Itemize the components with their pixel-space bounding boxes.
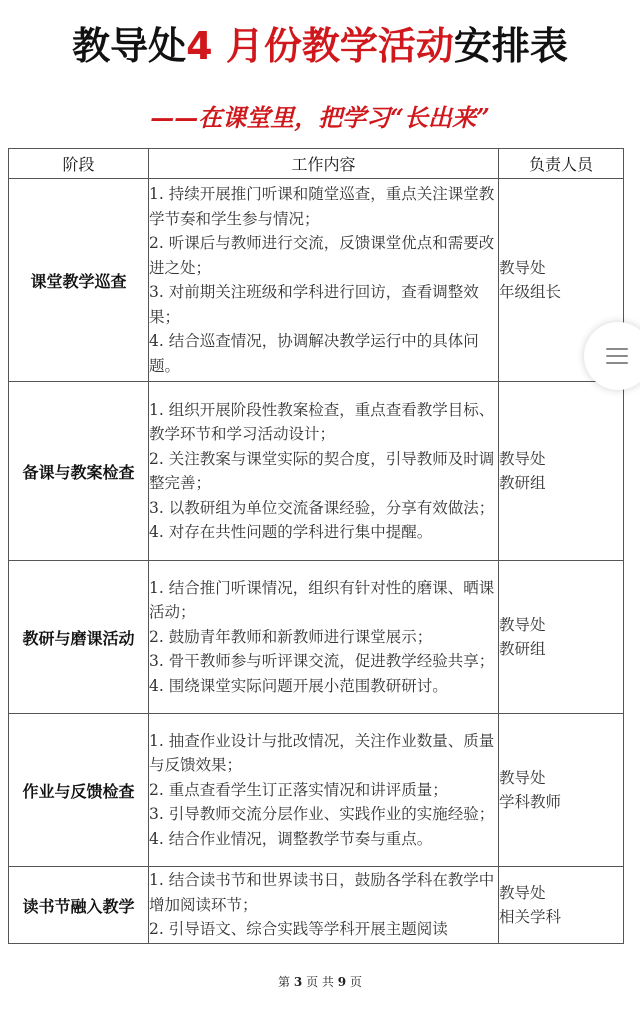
owner-line: 教导处 [499,616,546,634]
title-highlight: 4 月份教学活动 [186,24,454,68]
content-item: 4. 围绕课堂实际问题开展小范围教研研讨。 [149,676,448,695]
footer-mid: 页 共 [306,975,334,989]
owner-cell [499,561,624,714]
total-page-number: 9 [337,975,347,989]
stage-cell: 读书节融入教学 [9,867,149,944]
footer-suffix: 页 [349,975,362,989]
title-part1: 教导处 [72,24,187,68]
content-cell [149,867,499,944]
footer-prefix: 第 [278,975,291,989]
stage-cell: 备课与教案检查 [9,382,149,561]
content-item: 2. 关注教案与课堂实际的契合度，引导教师及时调整完善； [149,449,495,492]
content-item: 3. 以教研组为单位交流备课经验，分享有效做法； [149,498,495,517]
content-item: 2. 听课后与教师进行交流，反馈课堂优点和需要改进之处； [149,234,495,277]
content-item: 2. 重点查看学生订正落实情况和讲评质量； [149,780,448,799]
table-row [9,714,624,867]
owner-cell [499,867,624,944]
table-row [9,867,624,944]
content-item: 1. 结合读书节和世界读书日，鼓励各学科在教学中增加阅读环节； [149,871,495,914]
content-item: 2. 鼓励青年教师和新教师进行课堂展示； [149,627,433,646]
stage-cell: 作业与反馈检查 [9,714,149,867]
owner-line: 教导处 [499,259,546,277]
header-stage: 阶段 [9,149,149,179]
header-owner: 负责人员 [499,149,624,179]
content-item: 3. 骨干教师参与听评课交流，促进教学经验共享； [149,652,495,671]
owner-line: 相关学科 [499,908,562,926]
content-cell [149,382,499,561]
content-cell [149,714,499,867]
owner-line: 教研组 [499,640,546,658]
owner-line: 教导处 [499,450,546,468]
page-number-footer [0,974,640,990]
owner-line: 教导处 [499,884,546,902]
content-item: 1. 结合推门听课情况，组织有针对性的磨课、晒课活动； [149,578,495,622]
schedule-table [8,148,624,944]
menu-lines-icon [606,345,628,367]
page-title [0,22,640,70]
content-item: 4. 结合巡查情况，协调解决教学运行中的具体问题。 [149,332,479,375]
page-subtitle: ——在课堂里，把学习“长出来” [150,103,490,132]
owner-line: 教导处 [499,769,546,787]
owner-line: 年级组长 [499,283,562,301]
content-item: 4. 结合作业情况，调整教学节奏与重点。 [149,829,433,848]
table-header-row [9,149,624,179]
stage-cell: 课堂教学巡查 [9,179,149,382]
owner-cell [499,382,624,561]
content-item: 3. 对前期关注班级和学科进行回访，查看调整效果； [149,283,479,326]
owner-line: 教研组 [499,474,546,492]
title-part2: 安排表 [453,24,568,68]
table-row [9,179,624,382]
current-page-number: 3 [293,975,303,989]
content-item: 2. 引导语文、综合实践等学科开展主题阅读 [149,920,448,939]
content-item: 3. 引导教师交流分层作业、实践作业的实施经验； [149,805,495,824]
header-content: 工作内容 [149,149,499,179]
table-row [9,382,624,561]
content-item: 4. 对存在共性问题的学科进行集中提醒。 [149,523,433,541]
stage-cell: 教研与磨课活动 [9,561,149,714]
table-row [9,561,624,714]
owner-cell [499,714,624,867]
content-cell [149,179,499,382]
content-cell [149,561,499,714]
content-item: 1. 抽查作业设计与批改情况，关注作业数量、质量与反馈效果； [149,731,495,775]
content-item: 1. 持续开展推门听课和随堂巡查，重点关注课堂教学节奏和学生参与情况； [149,185,495,228]
owner-line: 学科教师 [499,793,562,811]
content-item: 1. 组织开展阶段性教案检查，重点查看教学目标、教学环节和学习活动设计； [149,400,495,443]
